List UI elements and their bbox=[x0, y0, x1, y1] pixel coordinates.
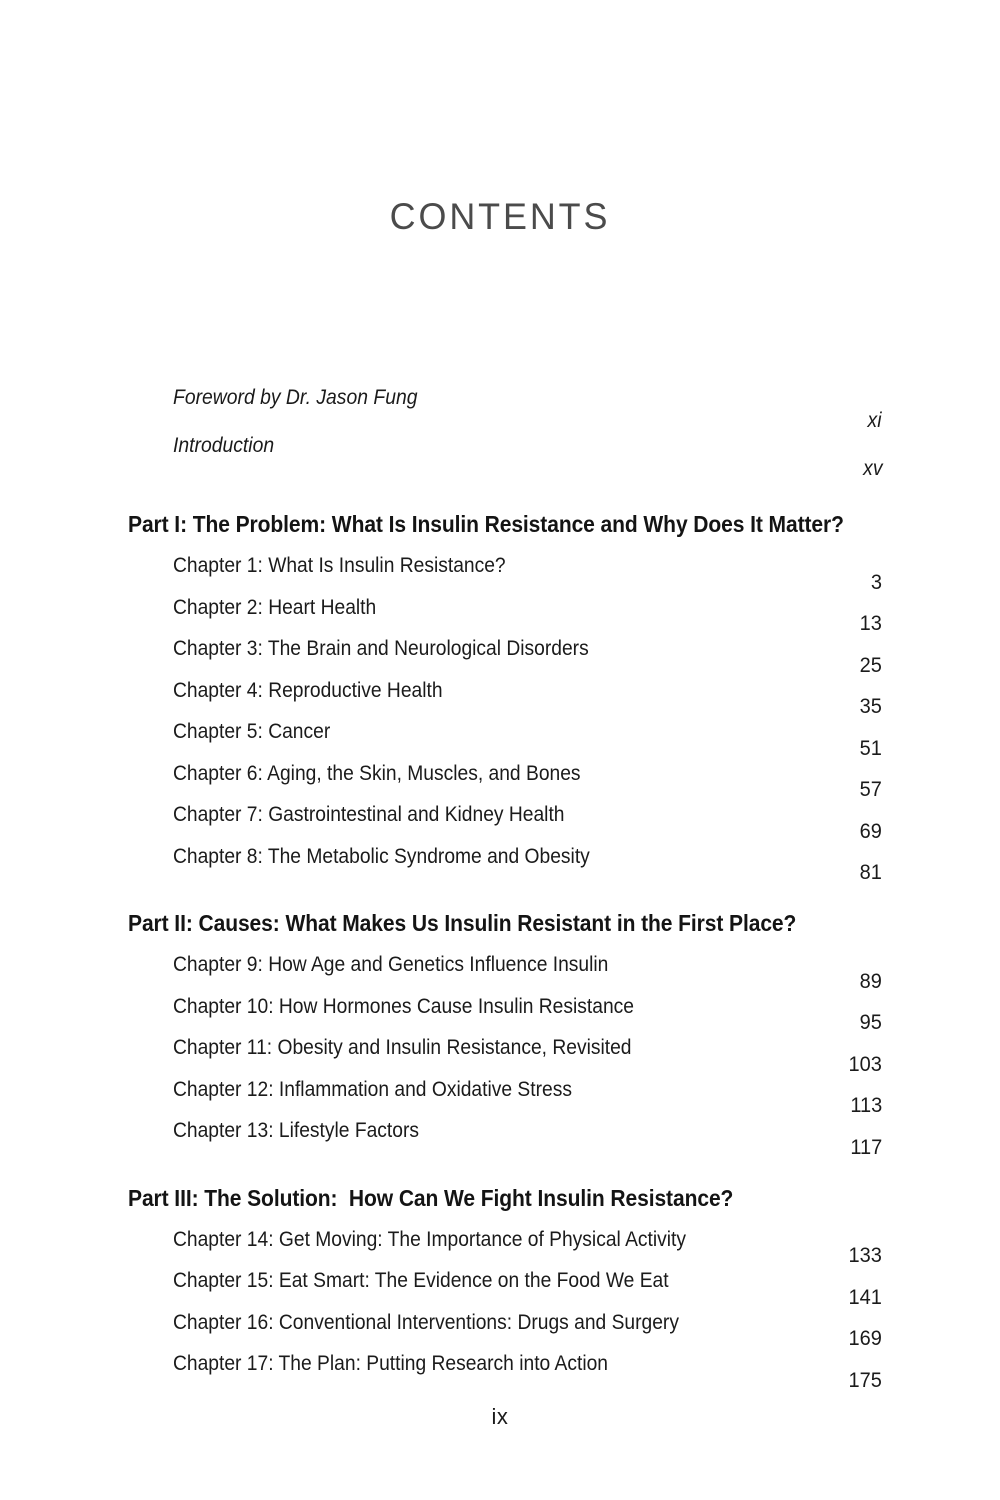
toc-entry-chapter-14[interactable] bbox=[128, 1227, 882, 1269]
toc-entry-page-number: 141 bbox=[848, 1284, 882, 1309]
toc-entry-chapter-5[interactable] bbox=[128, 719, 882, 761]
toc-part-label: Part III: The Solution: How Can We Fight Insulin Resistance? bbox=[128, 1184, 734, 1211]
toc-entry-chapter-7[interactable] bbox=[128, 802, 882, 844]
toc-entry-label: Chapter 2: Heart Health bbox=[173, 594, 377, 619]
toc-entry-chapter-16[interactable] bbox=[128, 1310, 882, 1352]
toc-part-label: Part I: The Problem: What Is Insulin Resistance and Why Does It Matter? bbox=[128, 511, 844, 537]
toc-entry-chapter-2[interactable] bbox=[128, 595, 882, 637]
toc-entry-page-number: 103 bbox=[848, 1051, 882, 1076]
toc-entry-page-number: 133 bbox=[848, 1243, 882, 1267]
toc-entry-label: Chapter 3: The Brain and Neurological Disorders bbox=[173, 636, 589, 660]
toc-entry-page-number: 51 bbox=[859, 735, 882, 760]
toc-entry-chapter-15[interactable] bbox=[128, 1268, 882, 1310]
toc-entry-page-number: 175 bbox=[848, 1367, 882, 1392]
toc-entry-label: Chapter 6: Aging, the Skin, Muscles, and Bones bbox=[173, 760, 581, 785]
toc-part-heading-1 bbox=[128, 511, 882, 552]
toc-entry-page-number: 113 bbox=[850, 1093, 882, 1117]
toc-entry-label: Chapter 7: Gastrointestinal and Kidney Health bbox=[173, 802, 565, 826]
toc-entry-label: Chapter 13: Lifestyle Factors bbox=[173, 1118, 419, 1142]
toc-entry-chapter-1[interactable] bbox=[128, 553, 882, 595]
toc-entry-page-number: 117 bbox=[850, 1134, 882, 1159]
toc-entry-label: Chapter 1: What Is Insulin Resistance? bbox=[173, 553, 506, 577]
toc-entry-label: Chapter 10: How Hormones Cause Insulin Resistance bbox=[173, 993, 634, 1018]
toc-entry-label: Foreword by Dr. Jason Fung bbox=[173, 385, 418, 409]
toc-entry-page-number: 169 bbox=[848, 1326, 882, 1350]
toc-entry-page-number: 95 bbox=[859, 1010, 882, 1034]
toc-entry-label: Chapter 15: Eat Smart: The Evidence on the Food We Eat bbox=[173, 1268, 669, 1292]
toc-entry-chapter-4[interactable] bbox=[128, 678, 882, 720]
toc-entry-introduction[interactable] bbox=[128, 433, 882, 481]
toc-entry-chapter-3[interactable] bbox=[128, 636, 882, 678]
toc-entry-chapter-17[interactable] bbox=[128, 1351, 882, 1393]
toc-entry-label: Chapter 16: Conventional Interventions: Drugs and Surgery bbox=[173, 1309, 679, 1334]
toc-entry-label: Chapter 12: Inflammation and Oxidative Stress bbox=[173, 1076, 572, 1101]
toc-part-label: Part II: Causes: What Makes Us Insulin Resistant in the First Place? bbox=[128, 910, 797, 936]
toc-entry-label: Chapter 8: The Metabolic Syndrome and Obesity bbox=[173, 843, 590, 868]
toc-entry-page-number: 25 bbox=[859, 652, 882, 677]
toc-entry-chapter-9[interactable] bbox=[128, 952, 882, 994]
toc-entry-chapter-8[interactable] bbox=[128, 844, 882, 886]
toc-entry-label: Chapter 5: Cancer bbox=[173, 719, 331, 743]
toc-entry-page-number: 13 bbox=[859, 611, 882, 635]
toc-entry-page-number: xv bbox=[862, 456, 882, 480]
toc-entry-label: Chapter 17: The Plan: Putting Research into Action bbox=[173, 1351, 609, 1375]
toc-entry-page-number: 57 bbox=[859, 777, 882, 801]
toc-entry-label: Chapter 11: Obesity and Insulin Resistance, Revisited bbox=[173, 1035, 632, 1059]
toc-part-heading-2 bbox=[128, 910, 882, 951]
toc-entry-page-number: xi bbox=[868, 408, 882, 432]
toc-entry-chapter-13[interactable] bbox=[128, 1118, 882, 1160]
toc-entry-chapter-10[interactable] bbox=[128, 994, 882, 1036]
toc-entry-page-number: 3 bbox=[870, 569, 882, 594]
page-folio: ix bbox=[491, 1404, 509, 1429]
toc-entry-label: Introduction bbox=[173, 433, 275, 457]
toc-part-heading-3 bbox=[128, 1185, 882, 1226]
toc-entry-foreword[interactable] bbox=[128, 385, 882, 433]
toc-entry-label: Chapter 4: Reproductive Health bbox=[173, 677, 443, 702]
toc-entry-page-number: 69 bbox=[859, 818, 882, 843]
toc-entry-label: Chapter 14: Get Moving: The Importance of Physical Activity bbox=[173, 1226, 687, 1251]
toc-entry-chapter-12[interactable] bbox=[128, 1077, 882, 1119]
toc-entry-chapter-6[interactable] bbox=[128, 761, 882, 803]
toc-entry-label: Chapter 9: How Age and Genetics Influence Insulin bbox=[173, 952, 609, 976]
toc-list bbox=[128, 385, 882, 1393]
toc-entry-page-number: 89 bbox=[859, 968, 882, 993]
toc-entry-page-number: 35 bbox=[859, 694, 882, 718]
toc-entry-page-number: 81 bbox=[859, 860, 882, 884]
page-title: CONTENTS bbox=[389, 196, 611, 237]
toc-entry-chapter-11[interactable] bbox=[128, 1035, 882, 1077]
